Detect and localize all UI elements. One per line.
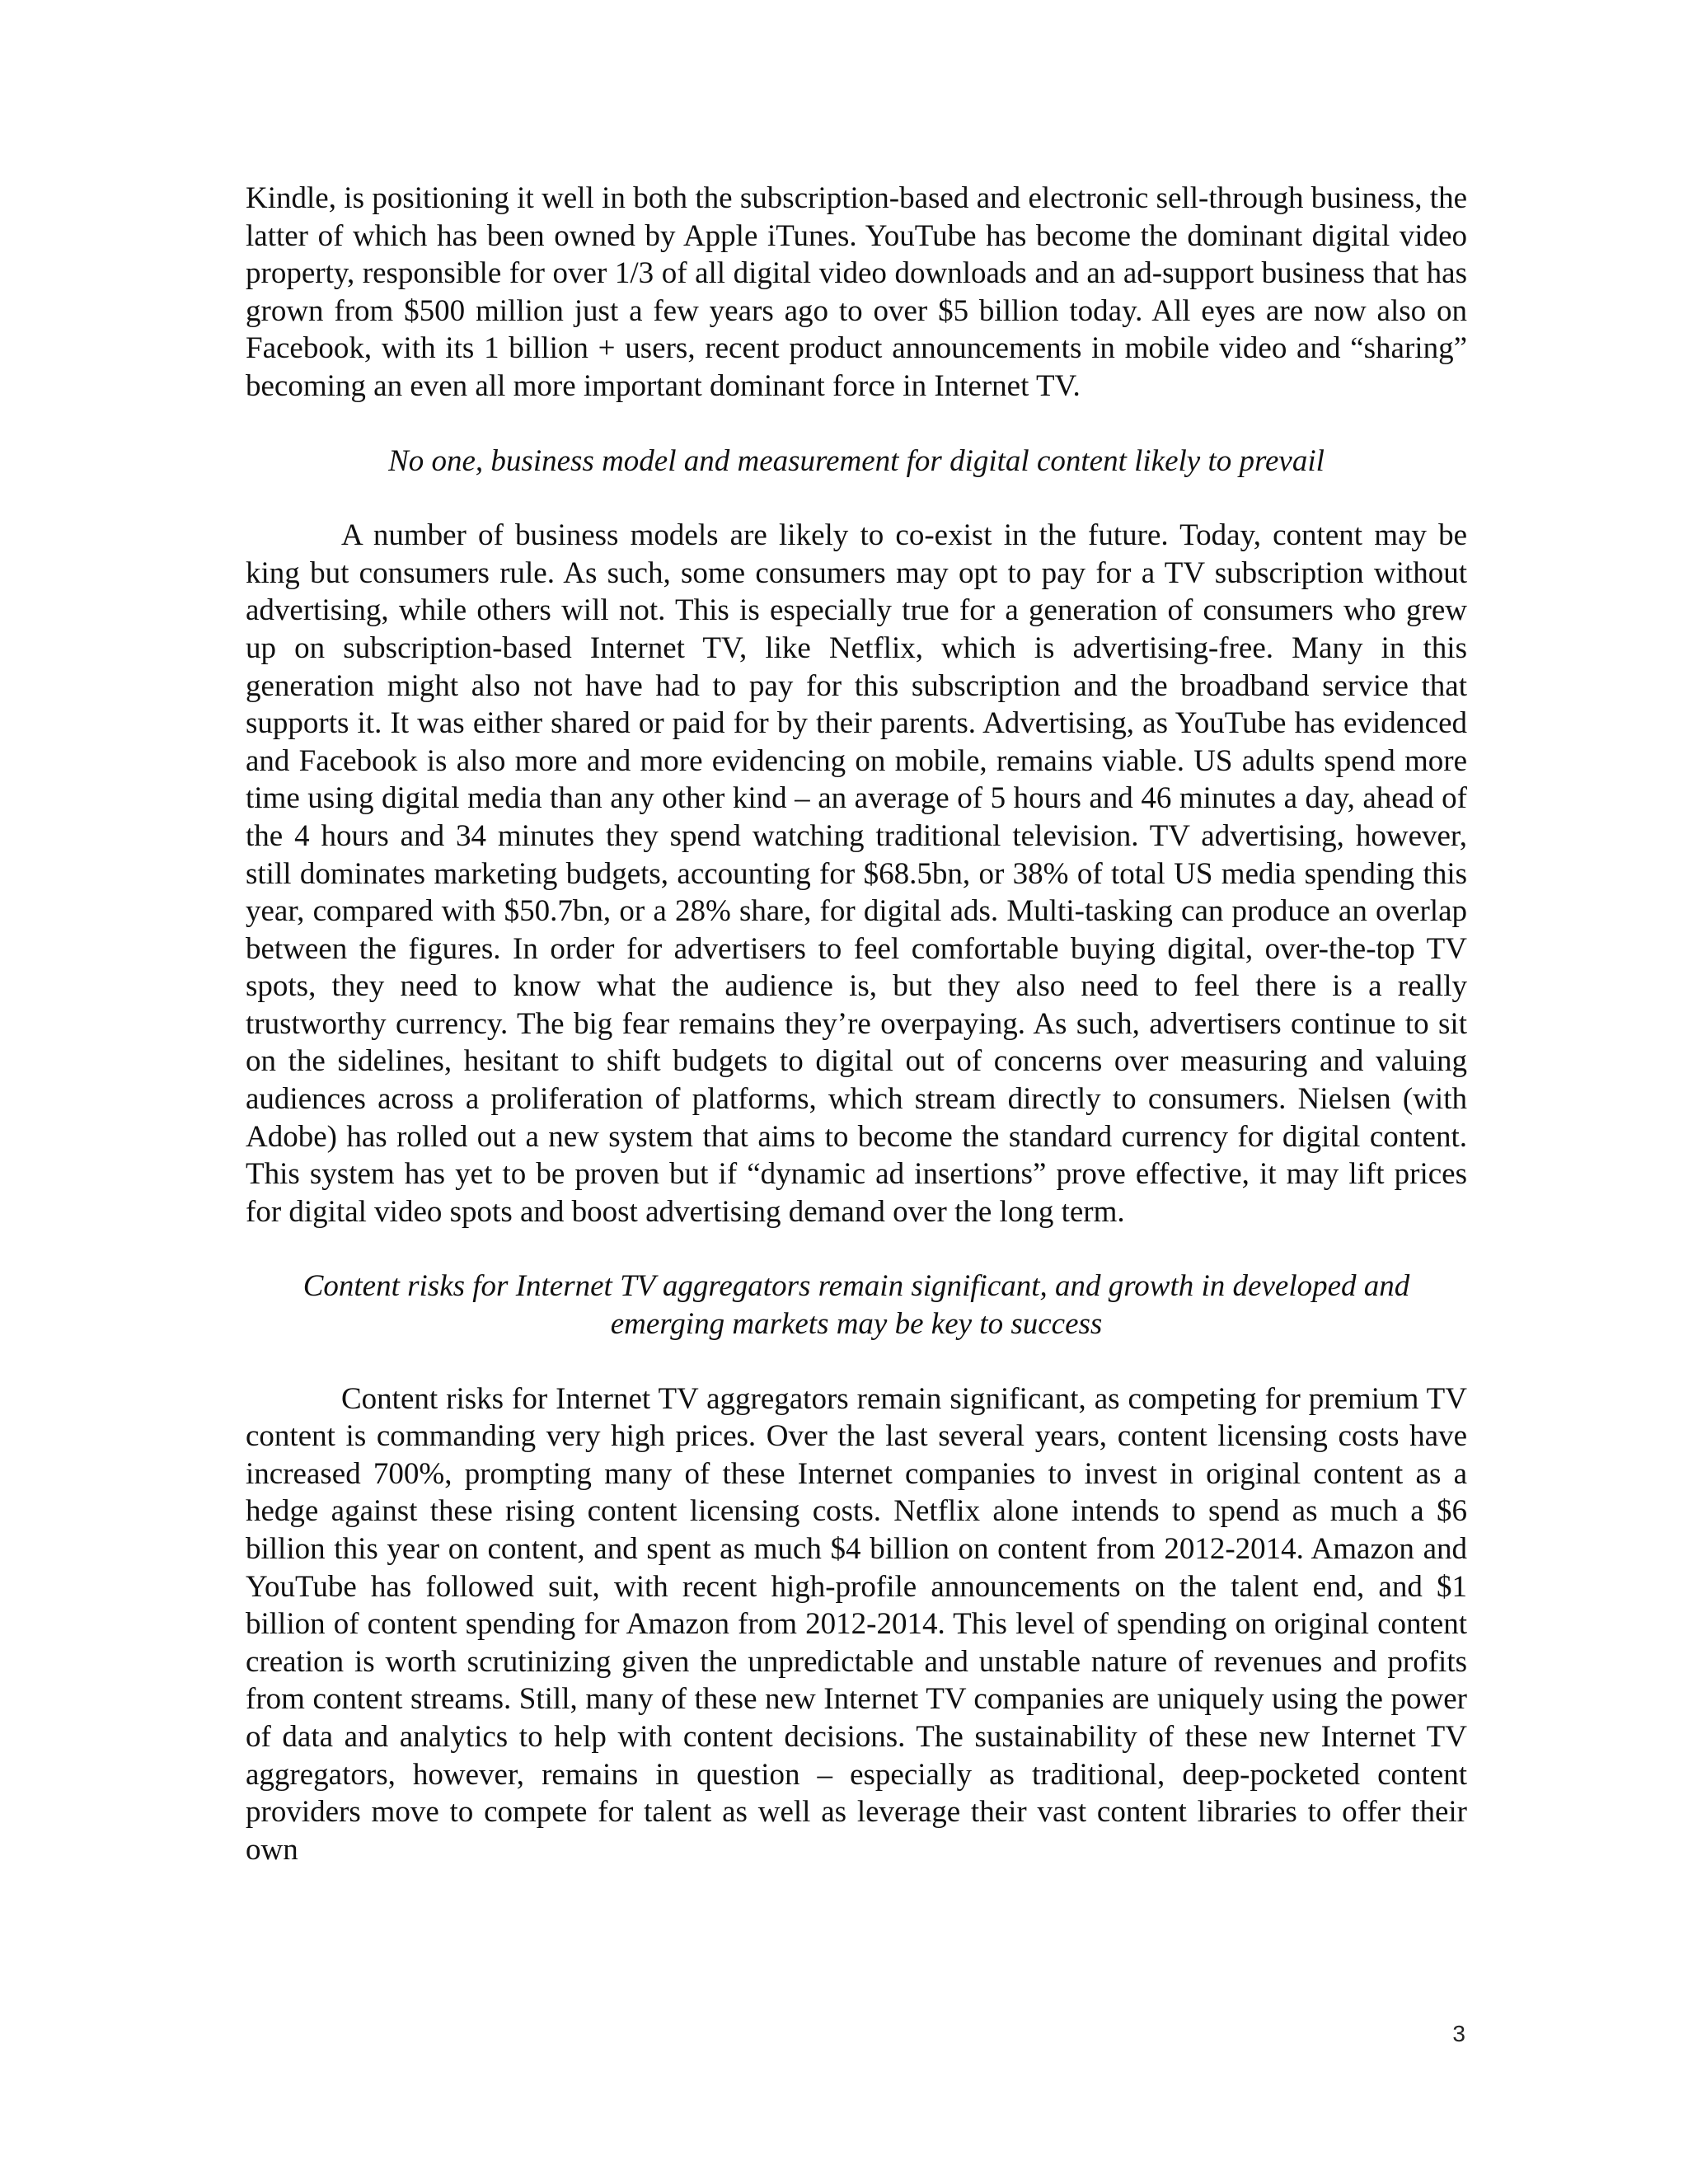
intro-paragraph: Kindle, is positioning it well in both the subscription-based and electronic sell-through business, the latter of which has been owned by Apple iTunes. YouTube has become the dominant digital video property, responsible for over 1/3 of all digital video downloads and an ad-support business that has grown from $500 million just a few years ago to over $5 billion today. All eyes are now also on Facebook, with its 1 billion + users, recent product announcements in mobile video and “sharing” becoming an even all more important dominant force in Internet TV. xyxy=(246,181,1467,403)
section-heading-content-risks: Content risks for Internet TV aggregators remain significant, and growth in developed and emerging markets may be key to success xyxy=(302,1269,1410,1342)
business-models-paragraph: A number of business models are likely to co-exist in the future. Today, content may be king but consumers rule. As such, some consumers may opt to pay for a TV subscription without advertising, while others will not. This is especially true for a generation of consumers who grew up on subscription-based Internet TV, like Netflix, which is advertising-free. Many in this generation might also not have had to pay for this subscription and the broadband service that supports it. It was either shared or paid for by their parents. Advertising, as YouTube has evidenced and Facebook is also more and more evidencing on mobile, remains viable. US adults spend more time using digital media than any other kind – an average of 5 hours and 46 minutes a day, ahead of the 4 hours and 34 minutes they spend watching traditional television. TV advertising, however, still dominates marketing budgets, accounting for $68.5bn, or 38% of total US media spending this year, compared with $50.7bn, or a 28% share, for digital ads. Multi-tasking can produce an overlap between the figures. In order for advertisers to feel comfortable buying digital, over-the-top TV spots, they need to know what the audience is, but they also need to feel there is a really trustworthy currency. The big fear remains they’re overpaying. As such, advertisers continue to sit on the sidelines, hesitant to shift budgets to digital out of concerns over measuring and valuing audiences across a proliferation of platforms, which stream directly to consumers. Nielsen (with Adobe) has rolled out a new system that aims to become the standard currency for digital content. This system has yet to be proven but if “dynamic ad insertions” prove effective, it may lift prices for digital video spots and boost advertising demand over the long term. xyxy=(246,518,1467,1229)
page-number: 3 xyxy=(1452,2021,1465,2046)
section-heading-business-models: No one, business model and measurement for digital content likely to prevail xyxy=(388,443,1325,478)
page-body xyxy=(246,180,1467,1868)
content-risks-paragraph: Content risks for Internet TV aggregators remain significant, as competing for premium TV content is commanding very high prices. Over the last several years, content licensing costs have increased 700%, prompting many of these Internet companies to invest in original content as a hedge against these rising content licensing costs. Netflix alone intends to spend as much a $6 billion this year on content, and spent as much $4 billion on content from 2012-2014. Amazon and YouTube has followed suit, with recent high-profile announcements on the talent end, and $1 billion of content spending for Amazon from 2012-2014. This level of spending on original content creation is worth scrutinizing given the unpredictable and unstable nature of revenues and profits from content streams. Still, many of these new Internet TV companies are uniquely using the power of data and analytics to help with content decisions. The sustainability of these new Internet TV aggregators, however, remains in question – especially as traditional, deep-pocketed content providers move to compete for talent as well as leverage their vast content libraries to offer their own xyxy=(246,1381,1467,1867)
